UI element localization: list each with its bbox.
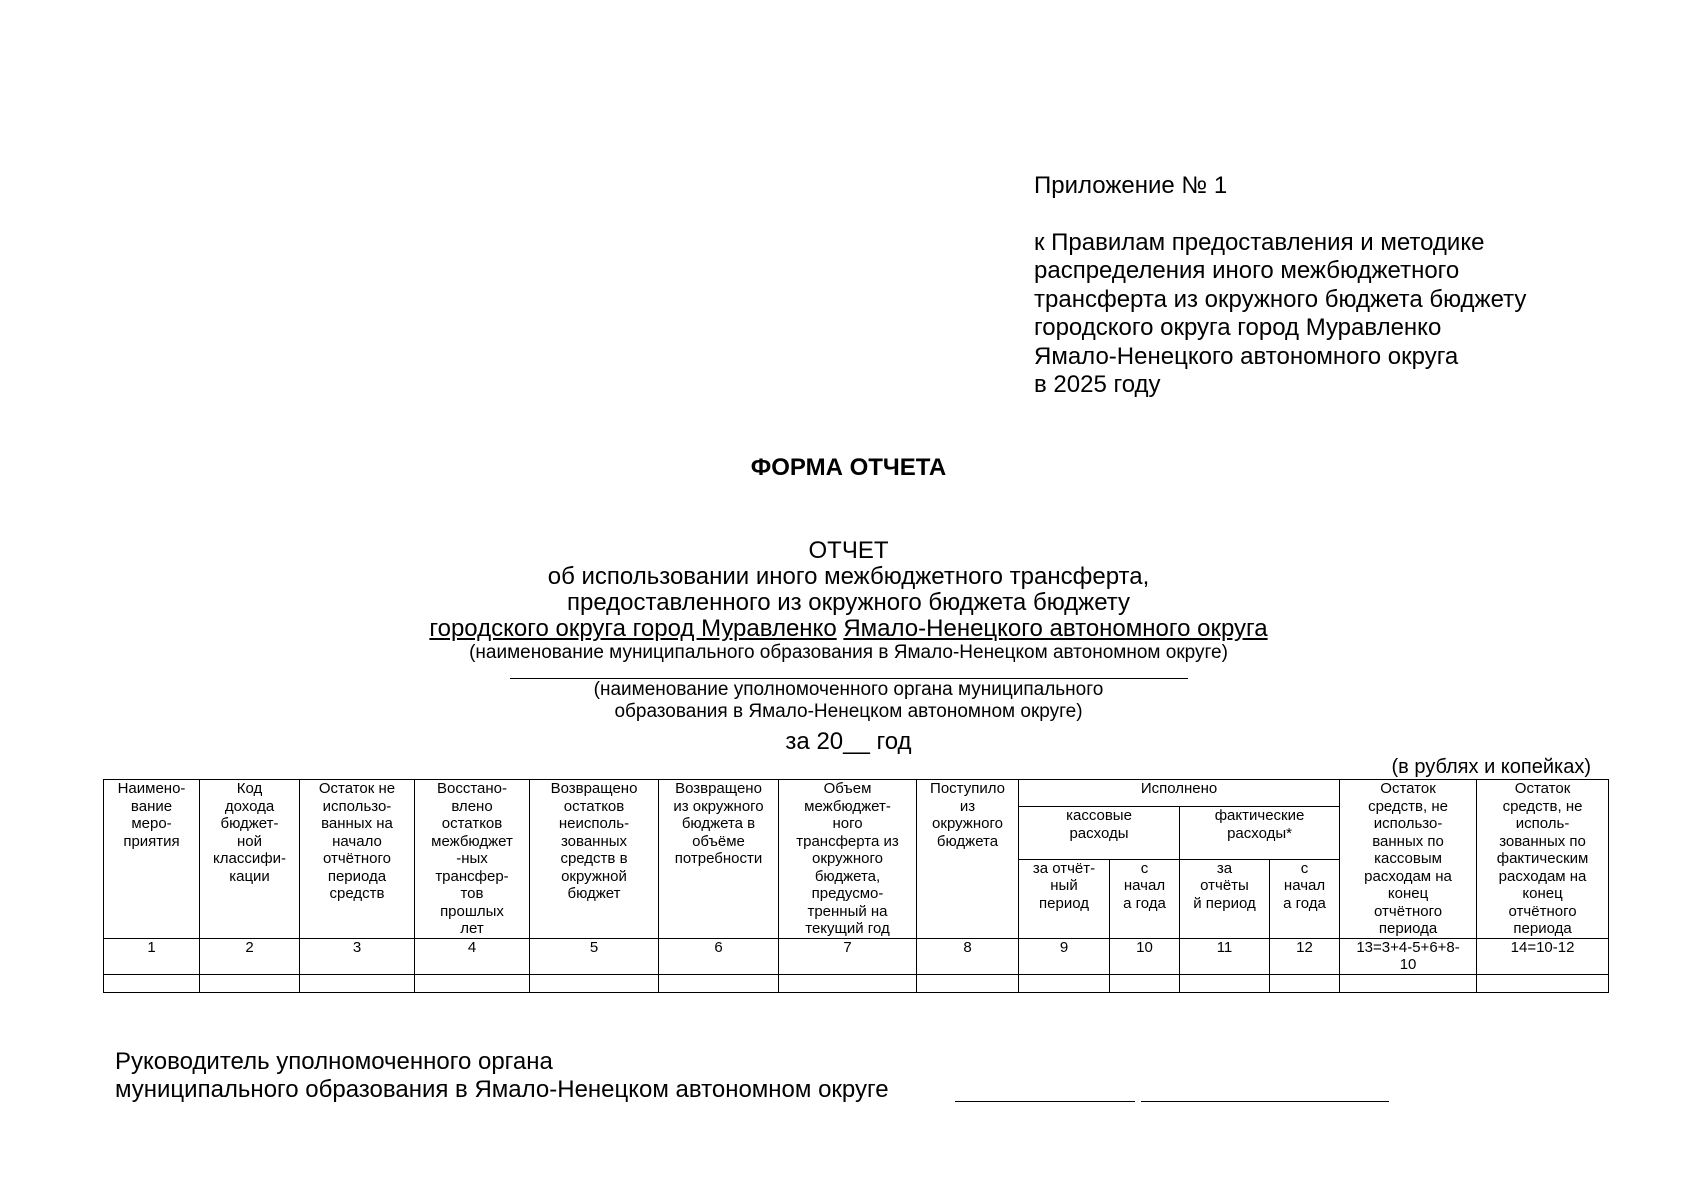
appendix-number: Приложение № 1 <box>1034 172 1228 199</box>
data-cell[interactable] <box>1019 974 1110 992</box>
header-cell: за отчёты й период <box>1180 859 1270 938</box>
column-number: 11 <box>1180 938 1270 974</box>
column-number: 4 <box>415 938 530 974</box>
form-title: ФОРМА ОТЧЕТА <box>750 454 947 481</box>
empty-data-row <box>104 974 1609 992</box>
appendix-block <box>1034 172 1634 400</box>
header-cell: Восстано- влено остатков межбюджет -ных трансфер- тов прошлых лет <box>415 780 530 939</box>
data-cell[interactable] <box>300 974 415 992</box>
header-cell-actual: фактические расходы* <box>1180 807 1340 860</box>
header-cell: Возвращено остатков неисполь- зованных средств в окружной бюджет <box>530 780 659 939</box>
authority-caption: (наименование уполномоченного органа муниципального <box>593 679 1104 700</box>
municipality-name <box>0 616 1697 642</box>
column-number: 8 <box>917 938 1019 974</box>
header-cell: Объем межбюджет- ного трансферта из окружного бюджета, предусмо- тренный на текущий год <box>779 780 917 939</box>
header-cell: Остаток не использо- ванных на начало отчётного периода средств <box>300 780 415 939</box>
data-cell[interactable] <box>659 974 779 992</box>
data-cell[interactable] <box>530 974 659 992</box>
name-line <box>1141 1101 1389 1102</box>
data-cell[interactable] <box>104 974 200 992</box>
appendix-line: в 2025 году <box>1034 371 1161 398</box>
column-number: 3 <box>300 938 415 974</box>
appendix-line: Ямало-Ненецкого автономного округа <box>1034 342 1459 370</box>
column-number: 9 <box>1019 938 1110 974</box>
header-cell-cash: кассовые расходы <box>1019 807 1180 860</box>
column-number-row <box>104 938 1609 974</box>
report-period: за 20__ год <box>785 728 912 755</box>
column-number: 2 <box>200 938 300 974</box>
column-number: 14=10-12 <box>1477 938 1609 974</box>
data-cell[interactable] <box>1270 974 1340 992</box>
appendix-line: трансферта из окружного бюджета бюджету <box>1034 285 1527 313</box>
column-number: 12 <box>1270 938 1340 974</box>
data-cell[interactable] <box>1110 974 1180 992</box>
report-subtitle-line: предоставленного из окружного бюджета бюджету <box>566 589 1131 616</box>
report-title: ОТЧЕТ <box>808 537 889 564</box>
signatory-title: муниципального образования в Ямало-Ненецком автономном округе <box>115 1076 889 1103</box>
municipality-caption: (наименование муниципального образования в Ямало-Ненецком автономном округе) <box>469 642 1228 663</box>
report-subtitle-line: об использовании иного межбюджетного трансферта, <box>547 563 1150 590</box>
municipality-name-part: городского округа город Муравленко <box>429 615 837 642</box>
header-cell: за отчёт- ный период <box>1019 859 1110 938</box>
report-table <box>103 779 1609 993</box>
authority-caption: образования в Ямало-Ненецком автономном округе) <box>614 701 1083 722</box>
header-cell: Код дохода бюджет- ной классифи- кации <box>200 780 300 939</box>
units-note: (в рублях и копейках) <box>1391 756 1591 778</box>
header-cell: Поступило из окружного бюджета <box>917 780 1019 939</box>
data-cell[interactable] <box>917 974 1019 992</box>
column-number: 7 <box>779 938 917 974</box>
data-cell[interactable] <box>779 974 917 992</box>
header-cell: Остаток средств, не использо- ванных по кассовым расходам на конец отчётного периода <box>1340 780 1477 939</box>
column-number: 6 <box>659 938 779 974</box>
data-cell[interactable] <box>1340 974 1477 992</box>
municipality-name-part: Ямало-Ненецкого автономного округа <box>843 615 1268 642</box>
header-cell: Остаток средств, не исполь- зованных по фактическим расходам на конец отчётного периода <box>1477 780 1609 939</box>
signatory-title: Руководитель уполномоченного органа <box>115 1048 553 1075</box>
data-cell[interactable] <box>1180 974 1270 992</box>
data-cell[interactable] <box>1477 974 1609 992</box>
column-number: 13=3+4-5+6+8- 10 <box>1340 938 1477 974</box>
data-cell[interactable] <box>200 974 300 992</box>
signature-line <box>955 1101 1135 1102</box>
header-cell-executed: Исполнено <box>1019 780 1340 807</box>
header-cell: Наимено- вание меро- приятия <box>104 780 200 939</box>
column-number: 1 <box>104 938 200 974</box>
header-cell: с начал а года <box>1270 859 1340 938</box>
signature-block <box>115 1048 889 1104</box>
column-number: 5 <box>530 938 659 974</box>
appendix-line: распределения иного межбюджетного <box>1034 257 1460 284</box>
appendix-line: городского округа город Муравленко <box>1034 314 1442 341</box>
header-cell: с начал а года <box>1110 859 1180 938</box>
appendix-line: к Правилам предоставления и методике <box>1034 228 1485 256</box>
header-cell: Возвращено из окружного бюджета в объёме потребности <box>659 780 779 939</box>
column-number: 10 <box>1110 938 1180 974</box>
report-heading <box>0 538 1697 755</box>
data-cell[interactable] <box>415 974 530 992</box>
